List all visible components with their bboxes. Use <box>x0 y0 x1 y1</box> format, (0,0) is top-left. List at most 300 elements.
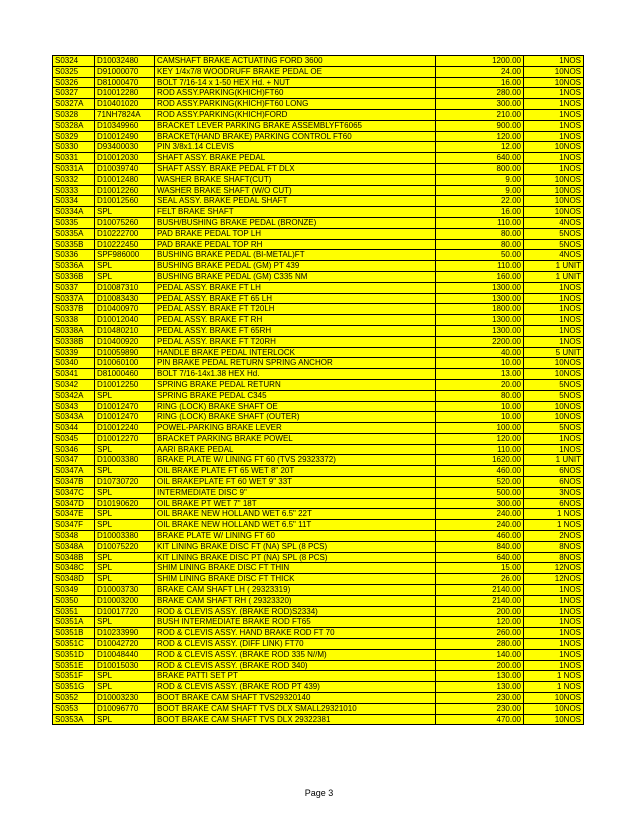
part-number-cell: SPL <box>95 487 155 498</box>
description-cell: PEDAL ASSY. BRAKE FT RH <box>155 315 436 326</box>
price-cell: 520.00 <box>436 477 524 488</box>
part-number-cell: SPL <box>95 207 155 218</box>
price-cell: 110.00 <box>436 261 524 272</box>
part-number-cell: D10096770 <box>95 703 155 714</box>
part-code-cell: S0330 <box>53 142 95 153</box>
price-cell: 640.00 <box>436 153 524 164</box>
part-code-cell: S0328 <box>53 109 95 120</box>
pack-unit-cell: 1 NOS <box>524 682 584 693</box>
pack-unit-cell: 5NOS <box>524 379 584 390</box>
price-cell: 1300.00 <box>436 325 524 336</box>
pack-unit-cell: 12NOS <box>524 574 584 585</box>
table-row <box>53 509 584 520</box>
pack-unit-cell: 6NOS <box>524 466 584 477</box>
part-code-cell: S0337B <box>53 304 95 315</box>
pack-unit-cell: 10NOS <box>524 142 584 153</box>
table-row <box>53 99 584 110</box>
part-number-cell: D10730720 <box>95 477 155 488</box>
description-cell: SEAL ASSY. BRAKE PEDAL SHAFT <box>155 196 436 207</box>
price-cell: 9.00 <box>436 174 524 185</box>
table-row <box>53 703 584 714</box>
table-row <box>53 714 584 725</box>
part-code-cell: S0325 <box>53 66 95 77</box>
pack-unit-cell: 10NOS <box>524 693 584 704</box>
table-row <box>53 131 584 142</box>
part-number-cell: SPL <box>95 466 155 477</box>
part-code-cell: S0347F <box>53 520 95 531</box>
part-number-cell: SPL <box>95 520 155 531</box>
part-code-cell: S0324 <box>53 56 95 67</box>
table-row <box>53 477 584 488</box>
part-code-cell: S0337 <box>53 282 95 293</box>
part-code-cell: S0348 <box>53 531 95 542</box>
pack-unit-cell: 10NOS <box>524 77 584 88</box>
table-row <box>53 423 584 434</box>
part-number-cell: D10480210 <box>95 325 155 336</box>
description-cell: PIN BRAKE PEDAL RETURN SPRING ANCHOR <box>155 358 436 369</box>
table-row <box>53 250 584 261</box>
table-row <box>53 109 584 120</box>
price-cell: 110.00 <box>436 217 524 228</box>
description-cell: BUSHING BRAKE PEDAL (GM) PT 439 <box>155 261 436 272</box>
part-number-cell: D91000070 <box>95 66 155 77</box>
pack-unit-cell: 1NOS <box>524 325 584 336</box>
table-row <box>53 541 584 552</box>
part-code-cell: S0338B <box>53 336 95 347</box>
part-number-cell: D10048440 <box>95 649 155 660</box>
part-code-cell: S0329 <box>53 131 95 142</box>
part-code-cell: S0351D <box>53 649 95 660</box>
description-cell: KEY 1/4x7/8 WOODRUFF BRAKE PEDAL OE <box>155 66 436 77</box>
pack-unit-cell: 1NOS <box>524 293 584 304</box>
part-number-cell: SPL <box>95 390 155 401</box>
price-cell: 130.00 <box>436 682 524 693</box>
table-row <box>53 336 584 347</box>
price-cell: 470.00 <box>436 714 524 725</box>
description-cell: HANDLE BRAKE PEDAL INTERLOCK <box>155 347 436 358</box>
pack-unit-cell: 1 UNIT <box>524 271 584 282</box>
part-code-cell: S0351 <box>53 606 95 617</box>
description-cell: BUSH/BUSHING BRAKE PEDAL (BRONZE) <box>155 217 436 228</box>
pack-unit-cell: 10NOS <box>524 207 584 218</box>
part-code-cell: S0331A <box>53 163 95 174</box>
price-cell: 900.00 <box>436 120 524 131</box>
pack-unit-cell: 1NOS <box>524 163 584 174</box>
description-cell: POWEL-PARKING BRAKE LEVER <box>155 423 436 434</box>
table-row <box>53 433 584 444</box>
price-cell: 120.00 <box>436 617 524 628</box>
pack-unit-cell: 1NOS <box>524 109 584 120</box>
part-code-cell: S0347D <box>53 498 95 509</box>
description-cell: ROD ASSY.PARKING(KHICH)FT60 <box>155 88 436 99</box>
price-cell: 80.00 <box>436 228 524 239</box>
price-cell: 15.00 <box>436 563 524 574</box>
price-cell: 300.00 <box>436 99 524 110</box>
description-cell: BRAKE CAM SHAFT RH ( 29323320) <box>155 595 436 606</box>
price-cell: 240.00 <box>436 520 524 531</box>
description-cell: PEDAL ASSY. BRAKE FT 65 LH <box>155 293 436 304</box>
part-number-cell: D10075260 <box>95 217 155 228</box>
part-number-cell: D10222450 <box>95 239 155 250</box>
table-row <box>53 347 584 358</box>
table-row <box>53 585 584 596</box>
description-cell: PAD BRAKE PEDAL TOP LH <box>155 228 436 239</box>
part-number-cell: D10222700 <box>95 228 155 239</box>
description-cell: SHAFT ASSY. BRAKE PEDAL FT DLX <box>155 163 436 174</box>
table-row <box>53 682 584 693</box>
description-cell: PIN 3/8x1.14 CLEVIS <box>155 142 436 153</box>
price-cell: 16.00 <box>436 77 524 88</box>
pack-unit-cell: 1NOS <box>524 282 584 293</box>
description-cell: WASHER BRAKE SHAFT(CUT) <box>155 174 436 185</box>
pack-unit-cell: 1NOS <box>524 595 584 606</box>
table-row <box>53 196 584 207</box>
part-number-cell: D10042720 <box>95 639 155 650</box>
pack-unit-cell: 1NOS <box>524 99 584 110</box>
description-cell: OIL BRAKEPLATE FT 60 WET 9" 33T <box>155 477 436 488</box>
table-row <box>53 671 584 682</box>
pack-unit-cell: 1 NOS <box>524 671 584 682</box>
part-code-cell: S0328A <box>53 120 95 131</box>
description-cell: PAD BRAKE PEDAL TOP RH <box>155 239 436 250</box>
description-cell: SHIM LINING BRAKE DISC FT THICK <box>155 574 436 585</box>
part-code-cell: S0348A <box>53 541 95 552</box>
part-code-cell: S0344 <box>53 423 95 434</box>
price-cell: 640.00 <box>436 552 524 563</box>
price-cell: 100.00 <box>436 423 524 434</box>
part-number-cell: D10012030 <box>95 153 155 164</box>
part-number-cell: SPL <box>95 444 155 455</box>
price-cell: 300.00 <box>436 498 524 509</box>
part-number-cell: SPL <box>95 682 155 693</box>
description-cell: BUSH INTERMEDIATE BRAKE ROD FT65 <box>155 617 436 628</box>
table-row <box>53 142 584 153</box>
part-number-cell: D10075220 <box>95 541 155 552</box>
pack-unit-cell: 1NOS <box>524 304 584 315</box>
part-code-cell: S0336A <box>53 261 95 272</box>
pack-unit-cell: 1NOS <box>524 639 584 650</box>
table-row <box>53 444 584 455</box>
part-number-cell: D10400920 <box>95 336 155 347</box>
price-cell: 26.00 <box>436 574 524 585</box>
price-cell: 140.00 <box>436 649 524 660</box>
description-cell: BRAKE PLATE W/ LINING FT 60 (TVS 29323372) <box>155 455 436 466</box>
pack-unit-cell: 1NOS <box>524 660 584 671</box>
table-row <box>53 390 584 401</box>
part-code-cell: S0326 <box>53 77 95 88</box>
part-number-cell: SPL <box>95 552 155 563</box>
parts-price-table <box>52 55 584 725</box>
price-cell: 160.00 <box>436 271 524 282</box>
part-code-cell: S0331 <box>53 153 95 164</box>
part-code-cell: S0335 <box>53 217 95 228</box>
price-cell: 280.00 <box>436 639 524 650</box>
description-cell: ROD ASSY.PARKING(KHICH)FT60 LONG <box>155 99 436 110</box>
pack-unit-cell: 10NOS <box>524 703 584 714</box>
description-cell: OIL BRAKE NEW HOLLAND WET 6.5" 11T <box>155 520 436 531</box>
table-row <box>53 325 584 336</box>
description-cell: FELT BRAKE SHAFT <box>155 207 436 218</box>
part-code-cell: S0347C <box>53 487 95 498</box>
description-cell: OIL BRAKE PLATE FT 65 WET 8" 20T <box>155 466 436 477</box>
description-cell: BOLT 7/16-14x1.38 HEX Hd. <box>155 369 436 380</box>
part-number-cell: SPL <box>95 574 155 585</box>
price-cell: 80.00 <box>436 390 524 401</box>
part-number-cell: D10003380 <box>95 531 155 542</box>
description-cell: KIT LINING BRAKE DISC FT (NA) SPL (8 PCS) <box>155 541 436 552</box>
part-number-cell: D10003200 <box>95 595 155 606</box>
table-row <box>53 466 584 477</box>
pack-unit-cell: 1 UNIT <box>524 455 584 466</box>
pack-unit-cell: 1NOS <box>524 585 584 596</box>
description-cell: BOOT BRAKE CAM SHAFT TVS29320140 <box>155 693 436 704</box>
price-cell: 1300.00 <box>436 293 524 304</box>
description-cell: PEDAL ASSY. BRAKE FT T20RH <box>155 336 436 347</box>
pack-unit-cell: 10NOS <box>524 369 584 380</box>
part-code-cell: S0338 <box>53 315 95 326</box>
part-code-cell: S0336 <box>53 250 95 261</box>
price-cell: 800.00 <box>436 163 524 174</box>
price-cell: 9.00 <box>436 185 524 196</box>
part-number-cell: D10032480 <box>95 56 155 67</box>
part-number-cell: D10012250 <box>95 379 155 390</box>
description-cell: RING (LOCK) BRAKE SHAFT OE <box>155 401 436 412</box>
part-code-cell: S0346 <box>53 444 95 455</box>
pack-unit-cell: 10NOS <box>524 174 584 185</box>
table-row <box>53 487 584 498</box>
description-cell: KIT LINING BRAKE DISC PT (NA) SPL (8 PCS) <box>155 552 436 563</box>
part-code-cell: S0351B <box>53 628 95 639</box>
description-cell: BOOT BRAKE CAM SHAFT TVS DLX SMALL29321010 <box>155 703 436 714</box>
description-cell: PEDAL ASSY. BRAKE FT 65RH <box>155 325 436 336</box>
part-code-cell: S0334 <box>53 196 95 207</box>
part-code-cell: S0347B <box>53 477 95 488</box>
price-cell: 200.00 <box>436 606 524 617</box>
part-code-cell: S0347 <box>53 455 95 466</box>
price-cell: 40.00 <box>436 347 524 358</box>
part-code-cell: S0327 <box>53 88 95 99</box>
part-number-cell: D10233990 <box>95 628 155 639</box>
part-number-cell: SPL <box>95 509 155 520</box>
price-cell: 240.00 <box>436 509 524 520</box>
description-cell: SHAFT ASSY. BRAKE PEDAL <box>155 153 436 164</box>
table-row <box>53 639 584 650</box>
price-cell: 50.00 <box>436 250 524 261</box>
pack-unit-cell: 10NOS <box>524 196 584 207</box>
part-code-cell: S0351F <box>53 671 95 682</box>
part-code-cell: S0333 <box>53 185 95 196</box>
pack-unit-cell: 8NOS <box>524 541 584 552</box>
price-cell: 1800.00 <box>436 304 524 315</box>
part-number-cell: D10083430 <box>95 293 155 304</box>
table-row <box>53 379 584 390</box>
table-row <box>53 617 584 628</box>
table-row <box>53 174 584 185</box>
description-cell: SHIM LINING BRAKE DISC FT THIN <box>155 563 436 574</box>
pack-unit-cell: 5NOS <box>524 390 584 401</box>
table-row <box>53 217 584 228</box>
price-cell: 120.00 <box>436 131 524 142</box>
part-code-cell: S0351G <box>53 682 95 693</box>
pack-unit-cell: 1NOS <box>524 88 584 99</box>
pack-unit-cell: 3NOS <box>524 487 584 498</box>
description-cell: BRAKE PLATE W/ LINING FT 60 <box>155 531 436 542</box>
part-number-cell: D10017720 <box>95 606 155 617</box>
table-row <box>53 649 584 660</box>
table-row <box>53 88 584 99</box>
part-number-cell: D93400030 <box>95 142 155 153</box>
price-cell: 460.00 <box>436 531 524 542</box>
part-code-cell: S0339 <box>53 347 95 358</box>
description-cell: BOLT 7/16-14 x 1-50 HEX Hd. + NUT <box>155 77 436 88</box>
pack-unit-cell: 10NOS <box>524 66 584 77</box>
part-code-cell: S0348B <box>53 552 95 563</box>
part-code-cell: S0336B <box>53 271 95 282</box>
table-row <box>53 574 584 585</box>
price-cell: 840.00 <box>436 541 524 552</box>
price-cell: 1300.00 <box>436 315 524 326</box>
part-number-cell: SPL <box>95 271 155 282</box>
price-cell: 210.00 <box>436 109 524 120</box>
part-number-cell: SPL <box>95 617 155 628</box>
table-row <box>53 628 584 639</box>
pack-unit-cell: 1NOS <box>524 444 584 455</box>
pack-unit-cell: 10NOS <box>524 401 584 412</box>
description-cell: PEDAL ASSY. BRAKE FT LH <box>155 282 436 293</box>
pack-unit-cell: 1NOS <box>524 131 584 142</box>
table-row <box>53 358 584 369</box>
description-cell: BRACKET LEVER PARKING BRAKE ASSEMBLYFT6065 <box>155 120 436 131</box>
table-row <box>53 401 584 412</box>
pack-unit-cell: 1NOS <box>524 153 584 164</box>
description-cell: CAMSHAFT BRAKE ACTUATING FORD 3600 <box>155 56 436 67</box>
part-code-cell: S0345 <box>53 433 95 444</box>
pack-unit-cell: 1NOS <box>524 617 584 628</box>
part-code-cell: S0353 <box>53 703 95 714</box>
part-code-cell: S0341 <box>53 369 95 380</box>
price-cell: 200.00 <box>436 660 524 671</box>
part-number-cell: D10059890 <box>95 347 155 358</box>
description-cell: ROD & CLEVIS ASSY. (BRAKE ROD 340) <box>155 660 436 671</box>
part-number-cell: D10012560 <box>95 196 155 207</box>
pack-unit-cell: 1NOS <box>524 336 584 347</box>
table-row <box>53 520 584 531</box>
description-cell: BRACKET(HAND BRAKE) PARKING CONTROL FT60 <box>155 131 436 142</box>
table-row <box>53 228 584 239</box>
part-number-cell: D10012260 <box>95 185 155 196</box>
price-cell: 10.00 <box>436 358 524 369</box>
part-number-cell: D10087310 <box>95 282 155 293</box>
table-row <box>53 282 584 293</box>
part-code-cell: S0332 <box>53 174 95 185</box>
part-number-cell: D10003730 <box>95 585 155 596</box>
part-code-cell: S0338A <box>53 325 95 336</box>
part-number-cell: D10012240 <box>95 423 155 434</box>
part-number-cell: D10015030 <box>95 660 155 671</box>
description-cell: AARI BRAKE PEDAL <box>155 444 436 455</box>
table-row <box>53 185 584 196</box>
pack-unit-cell: 1NOS <box>524 120 584 131</box>
price-cell: 460.00 <box>436 466 524 477</box>
pack-unit-cell: 1NOS <box>524 649 584 660</box>
part-number-cell: SPF986000 <box>95 250 155 261</box>
pack-unit-cell: 6NOS <box>524 498 584 509</box>
table-row <box>53 693 584 704</box>
part-code-cell: S0348C <box>53 563 95 574</box>
table-row <box>53 595 584 606</box>
part-code-cell: S0340 <box>53 358 95 369</box>
part-code-cell: S0335B <box>53 239 95 250</box>
description-cell: BOOT BRAKE CAM SHAFT TVS DLX 29322381 <box>155 714 436 725</box>
price-cell: 130.00 <box>436 671 524 682</box>
part-number-cell: D10400970 <box>95 304 155 315</box>
part-number-cell: SPL <box>95 563 155 574</box>
pack-unit-cell: 1NOS <box>524 56 584 67</box>
part-code-cell: S0350 <box>53 595 95 606</box>
table-row <box>53 153 584 164</box>
price-cell: 12.00 <box>436 142 524 153</box>
table-row <box>53 455 584 466</box>
price-cell: 16.00 <box>436 207 524 218</box>
price-cell: 2140.00 <box>436 595 524 606</box>
description-cell: ROD & CLEVIS ASSY. (BRAKE ROD PT 439) <box>155 682 436 693</box>
description-cell: OIL BRAKE PT WET 7" 18T <box>155 498 436 509</box>
description-cell: ROD & CLEVIS ASSY. HAND BRAKE ROD FT 70 <box>155 628 436 639</box>
price-cell: 10.00 <box>436 401 524 412</box>
description-cell: OIL BRAKE NEW HOLLAND WET 6.5" 22T <box>155 509 436 520</box>
price-cell: 260.00 <box>436 628 524 639</box>
part-code-cell: S0349 <box>53 585 95 596</box>
pack-unit-cell: 4NOS <box>524 217 584 228</box>
price-cell: 1200.00 <box>436 56 524 67</box>
description-cell: ROD & CLEVIS ASSY. (BRAKE ROD 335 N//M) <box>155 649 436 660</box>
part-code-cell: S0351C <box>53 639 95 650</box>
price-cell: 20.00 <box>436 379 524 390</box>
price-cell: 120.00 <box>436 433 524 444</box>
part-number-cell: SPL <box>95 714 155 725</box>
price-cell: 110.00 <box>436 444 524 455</box>
pack-unit-cell: 1NOS <box>524 628 584 639</box>
part-code-cell: S0347E <box>53 509 95 520</box>
part-code-cell: S0343A <box>53 412 95 423</box>
part-code-cell: S0335A <box>53 228 95 239</box>
pack-unit-cell: 6NOS <box>524 477 584 488</box>
table-row <box>53 660 584 671</box>
table-row <box>53 369 584 380</box>
part-number-cell: SPL <box>95 261 155 272</box>
pack-unit-cell: 10NOS <box>524 714 584 725</box>
table-row <box>53 498 584 509</box>
pack-unit-cell: 1NOS <box>524 606 584 617</box>
price-cell: 2200.00 <box>436 336 524 347</box>
pack-unit-cell: 5NOS <box>524 423 584 434</box>
part-number-cell: D81000460 <box>95 369 155 380</box>
description-cell: BUSHING BRAKE PEDAL (BI-METAL)FT <box>155 250 436 261</box>
table-row <box>53 606 584 617</box>
table-row <box>53 120 584 131</box>
part-code-cell: S0353A <box>53 714 95 725</box>
part-code-cell: S0343 <box>53 401 95 412</box>
table-row <box>53 77 584 88</box>
table-row <box>53 563 584 574</box>
part-number-cell: D10012480 <box>95 174 155 185</box>
pack-unit-cell: 12NOS <box>524 563 584 574</box>
price-cell: 2140.00 <box>436 585 524 596</box>
pack-unit-cell: 1NOS <box>524 315 584 326</box>
part-number-cell: D10401020 <box>95 99 155 110</box>
table-row <box>53 271 584 282</box>
description-cell: RING (LOCK) BRAKE SHAFT (OUTER) <box>155 412 436 423</box>
